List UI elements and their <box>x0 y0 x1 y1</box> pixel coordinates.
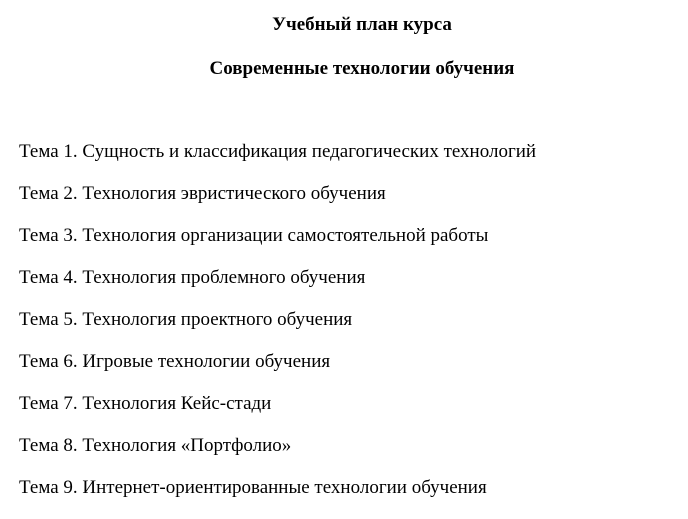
topic-item: Тема 1. Сущность и классификация педагогических технологий <box>19 141 537 162</box>
document-title: Учебный план курса <box>272 14 452 35</box>
topic-item: Тема 8. Технология «Портфолио» <box>19 435 292 456</box>
topic-item: Тема 9. Интернет-ориентированные технологии обучения <box>19 477 487 498</box>
topic-item: Тема 7. Технология Кейс-стади <box>19 393 272 414</box>
topic-item: Тема 6. Игровые технологии обучения <box>19 351 331 372</box>
topic-item: Тема 2. Технология эвристического обучения <box>19 183 386 204</box>
topic-item: Тема 3. Технология организации самостоятельной работы <box>19 225 489 246</box>
topic-item: Тема 4. Технология проблемного обучения <box>19 267 366 288</box>
topic-item: Тема 5. Технология проектного обучения <box>19 309 353 330</box>
course-name: Современные технологии обучения <box>209 58 515 79</box>
topic-list <box>19 141 536 519</box>
